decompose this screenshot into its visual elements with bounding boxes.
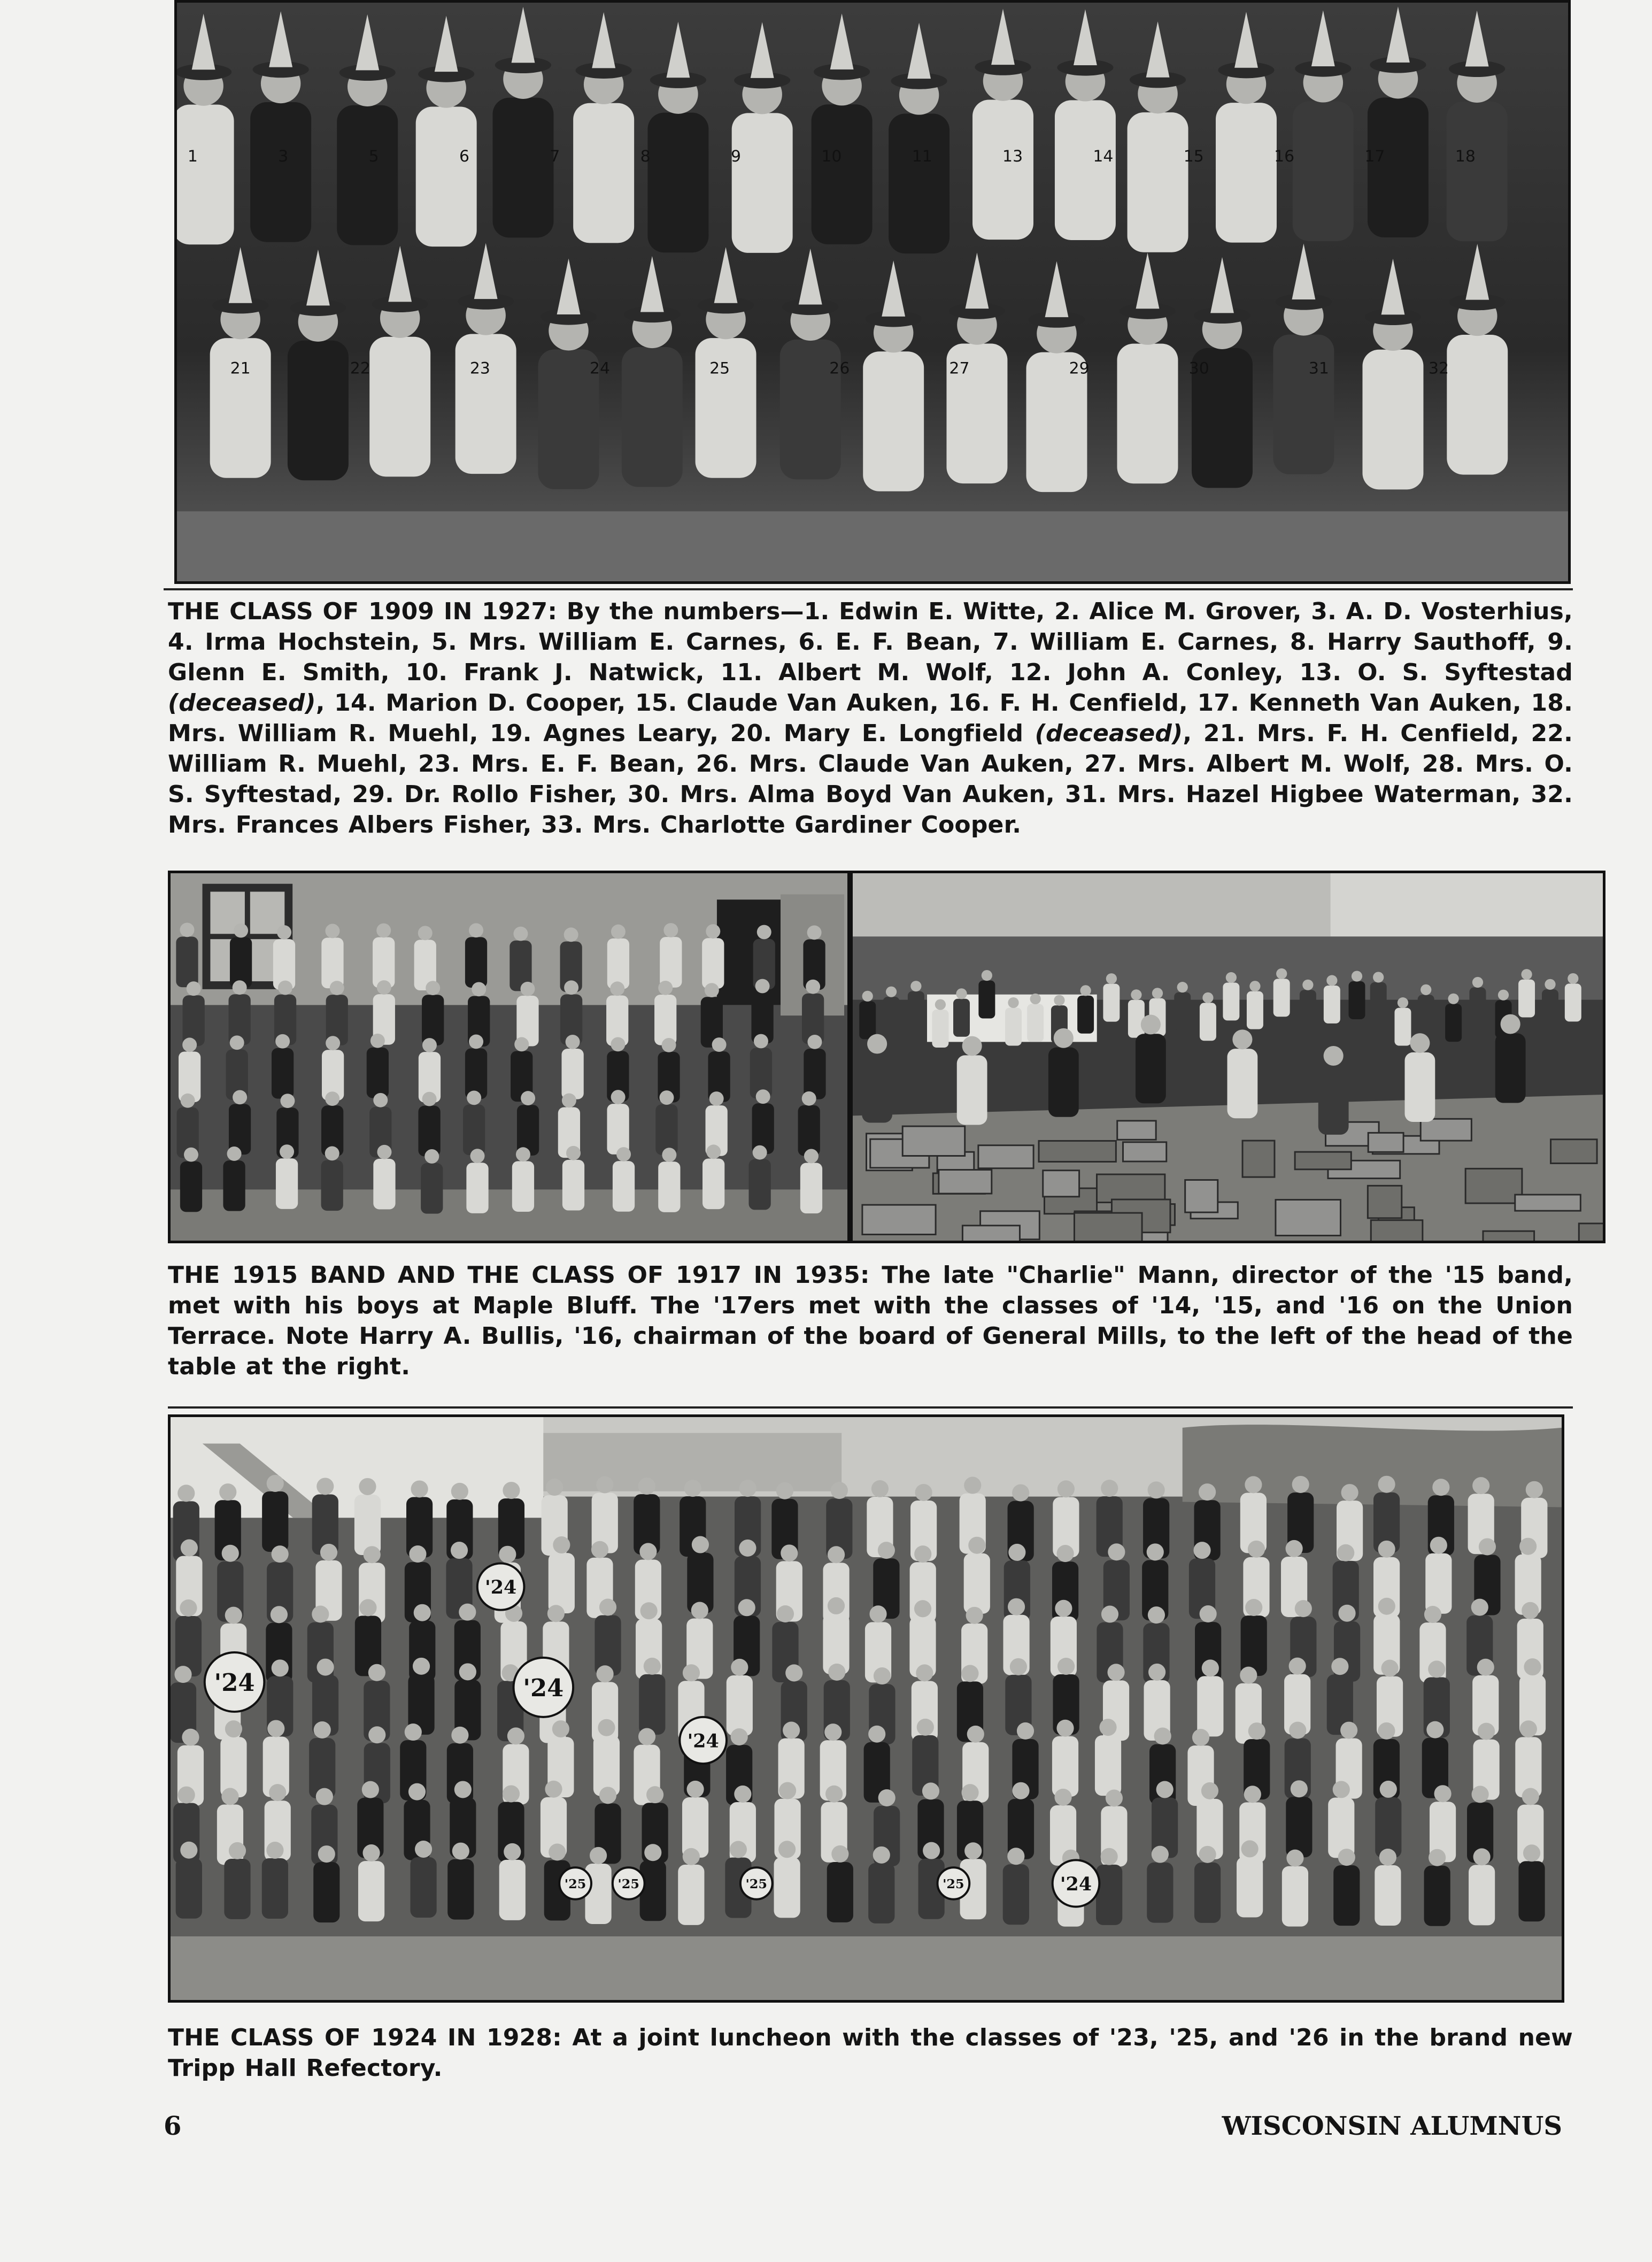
photo-number-label: 14 bbox=[1093, 147, 1114, 166]
page-number: 6 bbox=[164, 2111, 182, 2141]
photo-number-label: 5 bbox=[368, 147, 379, 166]
photo-class-of-1909 bbox=[174, 0, 1571, 584]
group-photo-1909-image bbox=[177, 3, 1568, 581]
caption-1909-text-a: By the numbers—1. Edwin E. Witte, 2. Alice M. Grover, 3. A. D. Vosterhius, 4. Irma Hochstein, 5. Mrs. William E. Carnes, 6. E. F. Bean, 7. William E. Carnes, 8. Harry Sauthoff, 9. Glenn E. Smith, 10. Frank J. Natwick, 11. Albert M. Wolf, 12. John A. Conley, 13. O. S. Syftestad bbox=[168, 598, 1573, 686]
photo-number-label: 9 bbox=[731, 147, 742, 166]
photo-number-label: 25 bbox=[709, 359, 730, 378]
photo-class-of-1924 bbox=[168, 1414, 1564, 2003]
photo-number-label: 16 bbox=[1274, 147, 1295, 166]
caption-1909-deceased-2: (deceased) bbox=[1035, 720, 1183, 747]
caption-1909-lead: THE CLASS OF 1909 IN 1927: bbox=[168, 598, 558, 625]
photo-1915-band bbox=[168, 871, 850, 1243]
photo-number-label: 1 bbox=[187, 147, 198, 166]
class-year-sign: '25 bbox=[943, 1876, 964, 1891]
class-year-sign: '24 bbox=[214, 1668, 255, 1697]
group-photo-1917-terrace-image bbox=[853, 873, 1603, 1241]
photo-number-label: 24 bbox=[590, 359, 611, 378]
photo-number-label: 3 bbox=[278, 147, 289, 166]
caption-1924-text: At a joint luncheon with the classes of '23, '25, and '26 in the brand new Tripp Hall Refectory. bbox=[168, 2024, 1573, 2082]
photo-number-label: 29 bbox=[1069, 359, 1090, 378]
photo-number-label: 11 bbox=[912, 147, 932, 166]
caption-1909-text-b: , 14. Marion D. Cooper, 15. Claude Van Auken, 16. F. H. Cenfield, 17. Kenneth Van Auken, 18. Mrs. William R. Muehl, 19. Agnes Leary, 20. Mary E. Longfield bbox=[168, 689, 1573, 747]
class-year-sign: '25 bbox=[745, 1876, 768, 1891]
photo-number-label: 8 bbox=[640, 147, 651, 166]
class-year-sign: '25 bbox=[617, 1876, 639, 1891]
photo-class-of-1917-terrace bbox=[850, 871, 1605, 1243]
photo-number-label: 7 bbox=[550, 147, 560, 166]
photo-number-label: 13 bbox=[1002, 147, 1023, 166]
photo-number-label: 21 bbox=[230, 359, 251, 378]
photo-number-label: 32 bbox=[1429, 359, 1449, 378]
photo-number-label: 26 bbox=[829, 359, 850, 378]
photo-number-label: 22 bbox=[350, 359, 370, 378]
caption-class-of-1924 bbox=[168, 2022, 1573, 2083]
divider-rule-1 bbox=[164, 588, 1573, 590]
magazine-name: WISCONSIN ALUMNUS bbox=[1222, 2111, 1562, 2141]
group-photo-1924-image bbox=[171, 1417, 1562, 2000]
photo-number-label: 18 bbox=[1455, 147, 1476, 166]
caption-1909-text-c: , 21. Mrs. F. H. Cenfield, 22. William R. Muehl, 23. Mrs. E. F. Bean, 26. Mrs. Claude Van Auken, 27. Mrs. Albert M. Wolf, 28. Mrs. O. S. Syftestad, 29. Dr. Rollo Fisher, 30. Mrs. Alma Boyd Van Auken, 31. Mrs. Hazel Higbee Waterman, 32. Mrs. Frances Albers Fisher, 33. Mrs. Charlotte Gardiner Cooper. bbox=[168, 720, 1573, 838]
photo-number-label: 10 bbox=[821, 147, 842, 166]
photo-number-label: 23 bbox=[469, 359, 490, 378]
class-year-sign: '25 bbox=[564, 1876, 586, 1891]
photo-number-label: 6 bbox=[459, 147, 469, 166]
group-photo-1915-band-image bbox=[171, 873, 847, 1241]
caption-1915-band-1917 bbox=[168, 1260, 1573, 1382]
class-year-sign: '24 bbox=[1060, 1873, 1092, 1896]
caption-class-of-1909 bbox=[168, 596, 1573, 840]
photo-number-label: 31 bbox=[1308, 359, 1329, 378]
class-year-sign: '24 bbox=[687, 1730, 719, 1752]
caption-1909-deceased-1: (deceased) bbox=[168, 689, 316, 717]
caption-1915-lead: THE 1915 BAND AND THE CLASS OF 1917 IN 1935: bbox=[168, 1261, 870, 1289]
divider-rule-2 bbox=[168, 1406, 1573, 1409]
class-year-sign: '24 bbox=[523, 1674, 564, 1702]
caption-1915-text: The late "Charlie" Mann, director of the '15 band, met with his boys at Maple Bluff. The '17ers met with the classes of '14, '15, and '16 on the Union Terrace. Note Harry A. Bullis, '16, chairman of the board of General Mills, to the left of the head of the table at the right. bbox=[168, 1261, 1573, 1380]
caption-1924-lead: THE CLASS OF 1924 IN 1928: bbox=[168, 2024, 562, 2051]
photo-number-label: 30 bbox=[1188, 359, 1209, 378]
photo-number-label: 15 bbox=[1183, 147, 1204, 166]
photo-number-label: 17 bbox=[1364, 147, 1385, 166]
photo-number-label: 27 bbox=[949, 359, 970, 378]
class-year-sign: '24 bbox=[485, 1576, 517, 1599]
